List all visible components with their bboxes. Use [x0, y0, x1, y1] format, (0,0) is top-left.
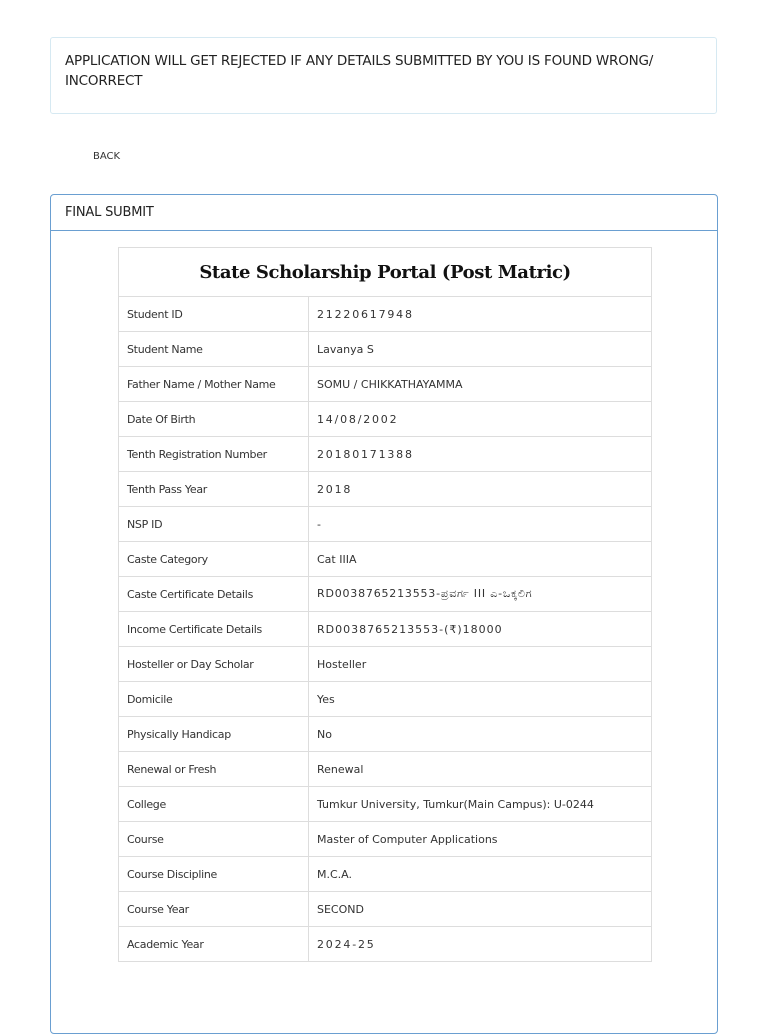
table-row [119, 787, 652, 822]
row-label-student-id: Student ID [119, 297, 309, 332]
row-value-academic-year: 2024-25 [309, 927, 652, 962]
row-value-course: Master of Computer Applications [309, 822, 652, 857]
row-label-course-year: Course Year [119, 892, 309, 927]
table-row [119, 542, 652, 577]
table-title-row [119, 248, 652, 297]
row-label-date-of-birth: Date Of Birth [119, 402, 309, 437]
row-value-nsp-id: - [309, 507, 652, 542]
row-value-domicile: Yes [309, 682, 652, 717]
row-value-income-certificate: RD0038765213553-(₹)18000 [309, 612, 652, 647]
table-row [119, 367, 652, 402]
row-label-domicile: Domicile [119, 682, 309, 717]
row-value-student-name: Lavanya S [309, 332, 652, 367]
row-value-student-id: 21220617948 [309, 297, 652, 332]
table-row [119, 927, 652, 962]
row-label-parent-names: Father Name / Mother Name [119, 367, 309, 402]
row-label-income-certificate: Income Certificate Details [119, 612, 309, 647]
table-row [119, 752, 652, 787]
row-label-caste-certificate: Caste Certificate Details [119, 577, 309, 612]
row-label-nsp-id: NSP ID [119, 507, 309, 542]
row-label-tenth-registration: Tenth Registration Number [119, 437, 309, 472]
row-value-course-year: SECOND [309, 892, 652, 927]
table-row [119, 892, 652, 927]
table-row [119, 332, 652, 367]
row-label-hosteller: Hosteller or Day Scholar [119, 647, 309, 682]
back-link[interactable]: BACK [93, 151, 121, 162]
final-submit-panel [50, 194, 718, 1034]
table-row [119, 402, 652, 437]
row-value-caste-certificate: RD0038765213553-ಪ್ರವರ್ಗ III ಎ-ಒಕ್ಕಲಿಗ [309, 577, 652, 612]
panel-heading [51, 195, 717, 231]
table-row [119, 297, 652, 332]
panel-heading-text: FINAL SUBMIT [65, 205, 154, 220]
row-label-caste-category: Caste Category [119, 542, 309, 577]
table-title: State Scholarship Portal (Post Matric) [119, 248, 652, 297]
table-row [119, 682, 652, 717]
row-value-hosteller: Hosteller [309, 647, 652, 682]
row-value-parent-names: SOMU / CHIKKATHAYAMMA [309, 367, 652, 402]
row-label-renewal-or-fresh: Renewal or Fresh [119, 752, 309, 787]
table-row [119, 507, 652, 542]
table-row [119, 822, 652, 857]
row-value-course-discipline: M.C.A. [309, 857, 652, 892]
row-value-tenth-registration: 20180171388 [309, 437, 652, 472]
row-label-physically-handicap: Physically Handicap [119, 717, 309, 752]
row-value-college: Tumkur University, Tumkur(Main Campus): U-0244 [309, 787, 652, 822]
table-row [119, 577, 652, 612]
row-value-physically-handicap: No [309, 717, 652, 752]
warning-alert [50, 37, 717, 114]
row-label-course: Course [119, 822, 309, 857]
row-label-student-name: Student Name [119, 332, 309, 367]
row-label-tenth-pass-year: Tenth Pass Year [119, 472, 309, 507]
student-details-table [118, 247, 652, 962]
row-value-tenth-pass-year: 2018 [309, 472, 652, 507]
row-value-date-of-birth: 14/08/2002 [309, 402, 652, 437]
table-row [119, 472, 652, 507]
row-value-renewal-or-fresh: Renewal [309, 752, 652, 787]
row-label-college: College [119, 787, 309, 822]
table-row [119, 612, 652, 647]
table-row [119, 437, 652, 472]
table-row [119, 647, 652, 682]
row-label-academic-year: Academic Year [119, 927, 309, 962]
row-value-caste-category: Cat IIIA [309, 542, 652, 577]
warning-alert-text: APPLICATION WILL GET REJECTED IF ANY DETAILS SUBMITTED BY YOU IS FOUND WRONG/ INCORRECT [65, 53, 654, 89]
row-label-course-discipline: Course Discipline [119, 857, 309, 892]
table-row [119, 717, 652, 752]
table-row [119, 857, 652, 892]
